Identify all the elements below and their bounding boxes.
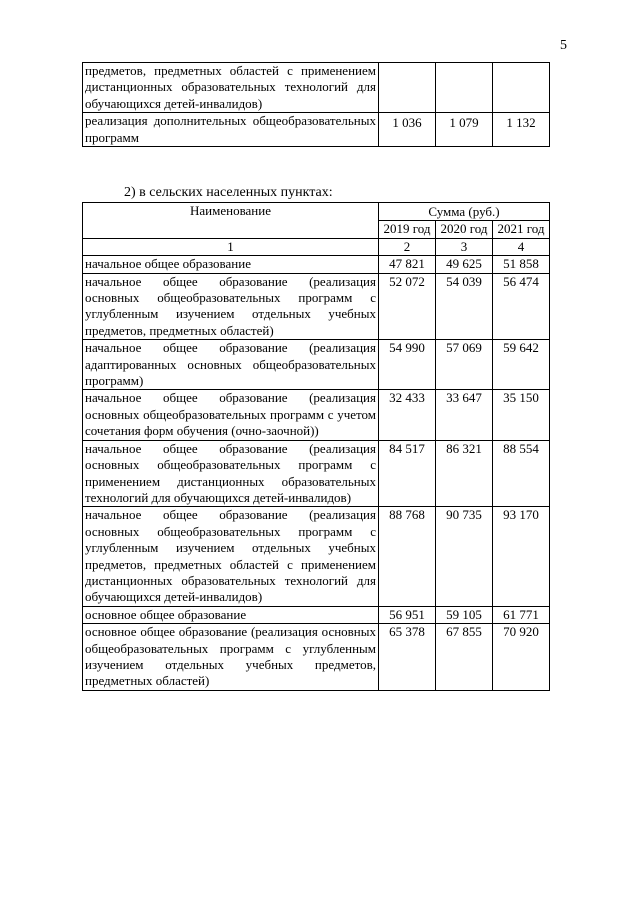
row-name: начальное общее образование (реализация основных общеобразовательных программ с углубленным изучением отдельных учебных предметов, предметных областей с применением дистанционных образовательных технологий для обучающихся детей-инвалидов) xyxy=(83,507,379,606)
table-row xyxy=(83,113,550,147)
rural-cost-table xyxy=(82,202,550,691)
value-2019: 47 821 xyxy=(379,256,436,273)
table-row xyxy=(83,507,550,606)
value-2019: 65 378 xyxy=(379,624,436,691)
table-row xyxy=(83,390,550,440)
table-row xyxy=(83,624,550,691)
row-name: основное общее образование xyxy=(83,606,379,623)
value-2021: 35 150 xyxy=(493,390,550,440)
table-row xyxy=(83,440,550,507)
value-2019: 56 951 xyxy=(379,606,436,623)
row-name: реализация дополнительных общеобразовательных программ xyxy=(83,113,379,147)
value-2021: 70 920 xyxy=(493,624,550,691)
section-intro: 2) в сельских населенных пунктах: xyxy=(124,185,333,200)
value-2020: 54 039 xyxy=(436,273,493,340)
value-2021: 88 554 xyxy=(493,440,550,507)
column-number: 3 xyxy=(436,238,493,255)
header-sum: Сумма (руб.) xyxy=(379,203,550,221)
value-2019: 32 433 xyxy=(379,390,436,440)
column-number: 4 xyxy=(493,238,550,255)
value-2021: 93 170 xyxy=(493,507,550,606)
value-2021: 56 474 xyxy=(493,273,550,340)
value-2020: 49 625 xyxy=(436,256,493,273)
value-2019: 88 768 xyxy=(379,507,436,606)
table-row xyxy=(83,606,550,623)
value-2020 xyxy=(436,63,493,113)
table-row xyxy=(83,63,550,113)
value-2019: 52 072 xyxy=(379,273,436,340)
row-name: начальное общее образование (реализация основных общеобразовательных программ с применением дистанционных образовательных технологий для обучающихся детей-инвалидов) xyxy=(83,440,379,507)
header-year-2020: 2020 год xyxy=(436,221,493,238)
row-name: начальное общее образование xyxy=(83,256,379,273)
value-2021: 61 771 xyxy=(493,606,550,623)
value-2021 xyxy=(493,63,550,113)
row-name: предметов, предметных областей с применением дистанционных образовательных технологий для обучающихся детей-инвалидов) xyxy=(83,63,379,113)
value-2019: 54 990 xyxy=(379,340,436,390)
row-name: основное общее образование (реализация основных общеобразовательных программ с углубленным изучением отдельных учебных предметов, предметных областей) xyxy=(83,624,379,691)
column-number: 2 xyxy=(379,238,436,255)
page-number: 5 xyxy=(560,38,567,53)
value-2020: 90 735 xyxy=(436,507,493,606)
row-name: начальное общее образование (реализация адаптированных основных общеобразовательных программ) xyxy=(83,340,379,390)
row-name: начальное общее образование (реализация основных общеобразовательных программ с учетом сочетания форм обучения (очно-заочной)) xyxy=(83,390,379,440)
value-2020: 67 855 xyxy=(436,624,493,691)
header-row xyxy=(83,203,550,221)
value-2020: 86 321 xyxy=(436,440,493,507)
column-number: 1 xyxy=(83,238,379,255)
continued-cost-table xyxy=(82,62,550,147)
value-2020: 57 069 xyxy=(436,340,493,390)
table-row xyxy=(83,273,550,340)
column-number-row xyxy=(83,238,550,255)
value-2019: 1 036 xyxy=(379,113,436,147)
value-2021: 1 132 xyxy=(493,113,550,147)
value-2019: 84 517 xyxy=(379,440,436,507)
header-name: Наименование xyxy=(83,203,379,239)
header-year-2019: 2019 год xyxy=(379,221,436,238)
value-2021: 51 858 xyxy=(493,256,550,273)
value-2020: 1 079 xyxy=(436,113,493,147)
value-2020: 33 647 xyxy=(436,390,493,440)
table-row xyxy=(83,340,550,390)
value-2019 xyxy=(379,63,436,113)
table-row xyxy=(83,256,550,273)
value-2020: 59 105 xyxy=(436,606,493,623)
row-name: начальное общее образование (реализация основных общеобразовательных программ с углубленным изучением отдельных учебных предметов, предметных областей) xyxy=(83,273,379,340)
value-2021: 59 642 xyxy=(493,340,550,390)
header-year-2021: 2021 год xyxy=(493,221,550,238)
